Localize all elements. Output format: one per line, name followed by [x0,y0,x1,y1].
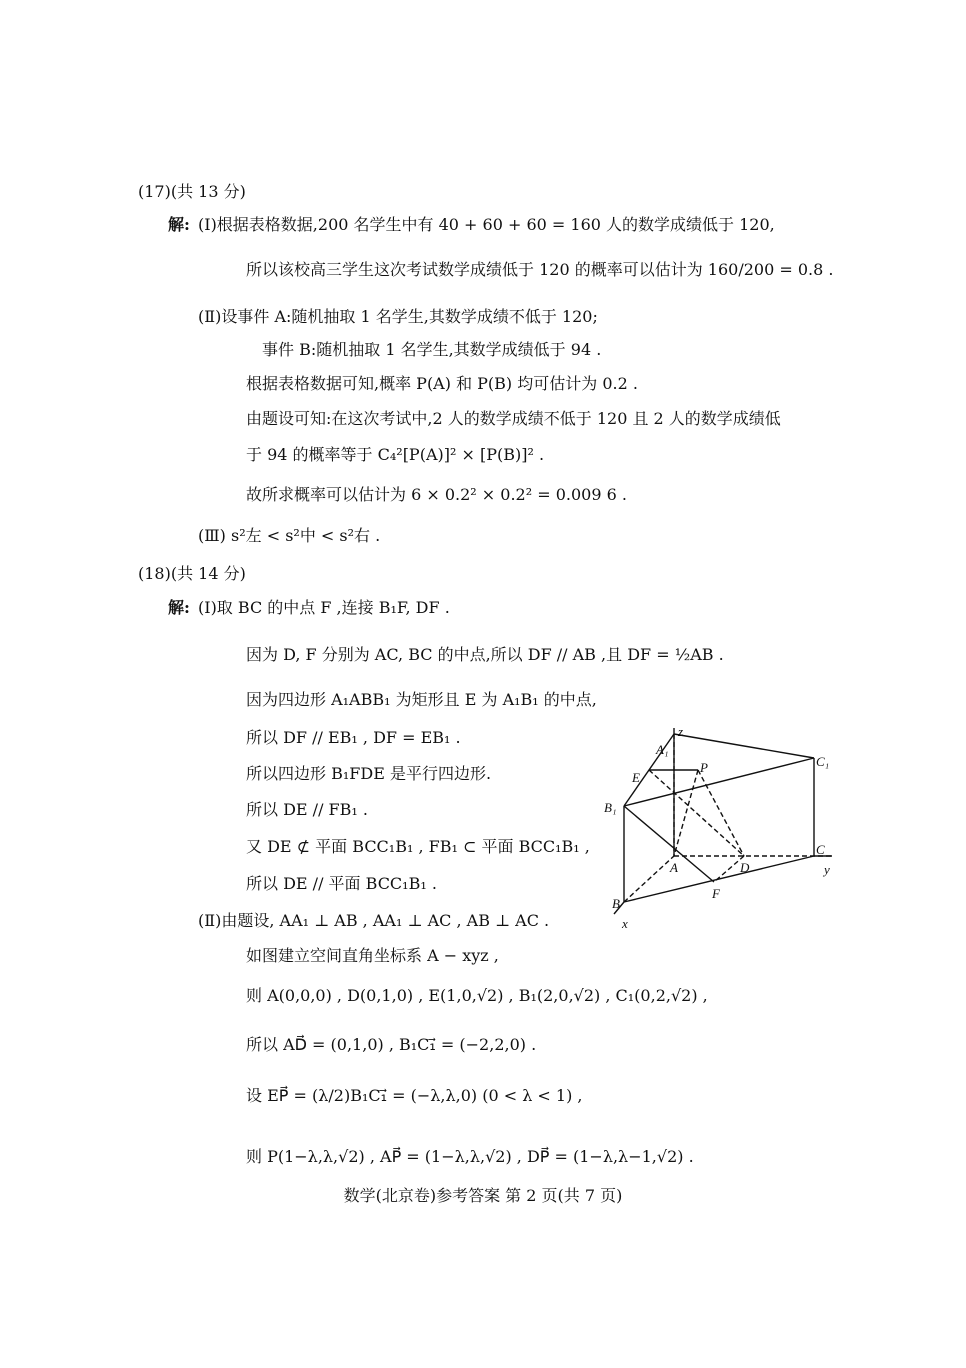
solution-label: 解: [168,215,190,234]
label-P: P [700,760,708,775]
text-line: 故所求概率可以估计为 6 × 0.2² × 0.2² = 0.009 6 . [246,485,627,504]
label-F: F [712,886,720,901]
text-line: 所以 DE // FB₁ . [246,800,368,819]
label-E: E [632,770,640,785]
text-line: 因为四边形 A₁ABB₁ 为矩形且 E 为 A₁B₁ 的中点, [246,690,597,709]
label-A: A [670,860,678,875]
text-line: (Ⅰ)取 BC 的中点 F ,连接 B₁F, DF . [198,598,450,617]
text-line: (Ⅱ)由题设, AA₁ ⊥ AB , AA₁ ⊥ AC , AB ⊥ AC . [198,911,550,930]
segment-ED [649,770,744,856]
segment-PD [698,770,744,856]
problem-18-header: (18)(共 14 分) [138,564,246,583]
text-line: 所以 DF // EB₁ , DF = EB₁ . [246,728,461,747]
edge-BA [624,856,674,902]
prism-figure [600,722,840,934]
label-A1: A₁ [656,742,669,757]
problem-17-header: (17)(共 13 分) [138,182,246,201]
label-C1: C₁ [816,754,830,769]
text-line: 则 P(1−λ,λ,√2) , AP⃗ = (1−λ,λ,√2) , DP⃗ = (1−λ,λ−1,√2) . [246,1147,694,1166]
text-line: 则 A(0,0,0) , D(0,1,0) , E(1,0,√2) , B₁(2,0,√2) , C₁(0,2,√2) , [246,986,708,1005]
page-footer: 数学(北京卷)参考答案 第 2 页(共 7 页) [343,1186,623,1205]
segment-B1F [624,806,714,882]
text-line: 所以 DE // 平面 BCC₁B₁ . [246,874,437,893]
label-B: B [612,896,620,911]
segment-PA [674,770,698,856]
label-B1: B₁ [604,800,617,815]
label-y: y [824,862,830,877]
label-C: C [816,842,825,857]
text-line: 由题设可知:在这次考试中,2 人的数学成绩不低于 120 且 2 人的数学成绩低 [246,409,781,428]
text-line: (Ⅲ) s²左 < s²中 < s²右 . [198,526,381,545]
prism-diagram [600,722,840,934]
text-line: 所以该校高三学生这次考试数学成绩低于 120 的概率可以估计为 160/200 = 0.8 . [246,260,834,279]
text-line: (Ⅱ)设事件 A:随机抽取 1 名学生,其数学成绩不低于 120; [198,307,598,326]
text-line: 事件 B:随机抽取 1 名学生,其数学成绩低于 94 . [262,340,602,359]
text-line: 根据表格数据可知,概率 P(A) 和 P(B) 均可估计为 0.2 . [246,374,638,393]
text-line: 设 EP⃗ = (λ/2)B₁C₁⃗ = (−λ,λ,0) (0 < λ < 1) , [246,1086,583,1105]
text-line: 所以 AD⃗ = (0,1,0) , B₁C₁⃗ = (−2,2,0) . [246,1035,537,1054]
label-z: z [678,724,684,739]
label-D: D [740,860,750,875]
text-line: 又 DE ⊄ 平面 BCC₁B₁ , FB₁ ⊂ 平面 BCC₁B₁ , [246,837,590,856]
solution-label: 解: [168,598,190,617]
text-line: 于 94 的概率等于 C₄²[P(A)]² × [P(B)]² . [246,445,545,464]
text-line: 因为 D, F 分别为 AC, BC 的中点,所以 DF // AB ,且 DF = ½AB . [246,645,724,664]
text-line: 所以四边形 B₁FDE 是平行四边形. [246,764,492,783]
text-line: (Ⅰ)根据表格数据,200 名学生中有 40 + 60 + 60 = 160 人的数学成绩低于 120, [198,215,775,234]
text-line: 如图建立空间直角坐标系 A − xyz , [246,946,499,965]
edge-A1C1 [674,734,814,758]
label-x: x [622,916,628,931]
